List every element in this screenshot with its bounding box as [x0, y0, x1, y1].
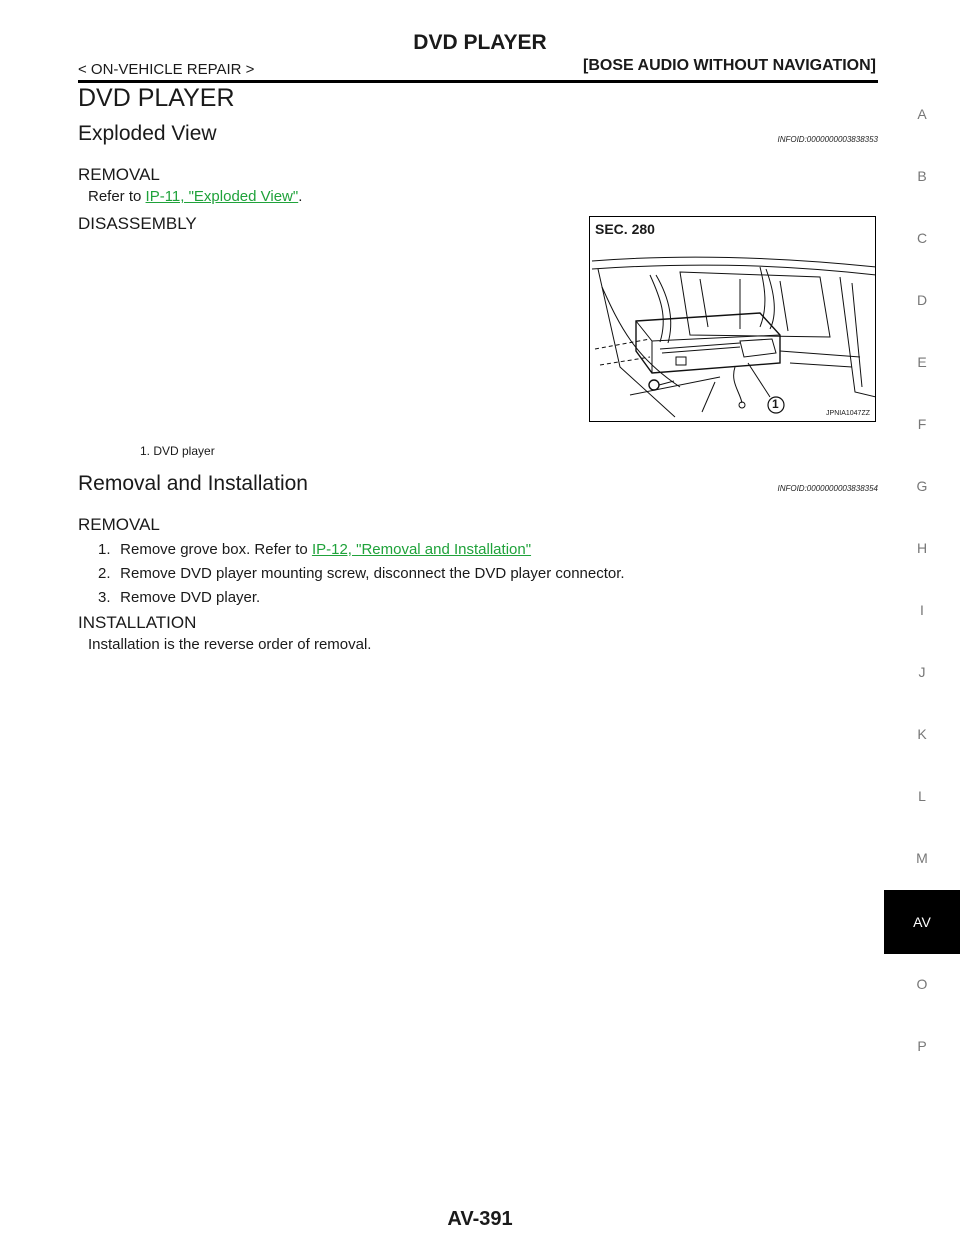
header-rule [78, 80, 878, 83]
tab-e[interactable]: E [917, 354, 927, 370]
dvd-player-illustration [590, 217, 876, 422]
step-number: 2. [98, 565, 111, 582]
installation-heading: INSTALLATION [78, 613, 197, 632]
step-text: Remove grove box. Refer to [120, 541, 312, 558]
dvd-player-figure [589, 216, 876, 422]
removal-reference [88, 188, 302, 205]
removal-installation-heading: Removal and Installation [78, 472, 308, 495]
removal-installation-removal-heading: REMOVAL [78, 515, 160, 534]
removal-heading: REMOVAL [78, 165, 160, 184]
tab-o[interactable]: O [916, 976, 928, 992]
tab-g[interactable]: G [916, 478, 928, 494]
figure-id: JPNIA1047ZZ [826, 410, 870, 417]
step-number: 1. [98, 541, 111, 558]
tab-i[interactable]: I [920, 602, 924, 618]
removal-step-2 [98, 565, 625, 582]
figure-section-label: SEC. 280 [595, 221, 655, 237]
tab-l[interactable]: L [918, 788, 926, 804]
page-title: DVD PLAYER [78, 84, 235, 112]
ip-11-exploded-view-link[interactable]: IP-11, "Exploded View" [145, 188, 299, 205]
tab-c[interactable]: C [916, 230, 928, 246]
tab-av-active[interactable]: AV [884, 890, 960, 954]
tab-a[interactable]: A [917, 106, 927, 122]
tab-f[interactable]: F [917, 416, 927, 432]
header-section-title: DVD PLAYER [413, 31, 547, 54]
header-category: < ON-VEHICLE REPAIR > [78, 61, 255, 78]
tab-h[interactable]: H [916, 540, 928, 556]
reference-prefix: Refer to [88, 188, 146, 205]
reference-suffix: . [298, 188, 303, 205]
tab-j[interactable]: J [918, 664, 926, 680]
tab-p[interactable]: P [917, 1038, 927, 1054]
exploded-view-infoid: INFOID:0000000003838353 [777, 135, 878, 144]
ip-12-removal-installation-link[interactable]: IP-12, "Removal and Installation" [311, 541, 532, 558]
removal-step-1 [98, 541, 531, 558]
tab-k[interactable]: K [917, 726, 927, 742]
removal-step-3 [98, 589, 260, 606]
tab-m[interactable]: M [916, 850, 928, 866]
tab-d[interactable]: D [916, 292, 928, 308]
step-number: 3. [98, 589, 111, 606]
step-text: Remove DVD player mounting screw, disconnect the DVD player connector. [120, 565, 625, 582]
tab-b[interactable]: B [917, 168, 927, 184]
header-system: [BOSE AUDIO WITHOUT NAVIGATION] [582, 57, 876, 74]
installation-text: Installation is the reverse order of removal. [88, 636, 372, 653]
removal-installation-infoid: INFOID:0000000003838354 [777, 484, 878, 493]
disassembly-heading: DISASSEMBLY [78, 214, 197, 233]
figure-caption: 1. DVD player [140, 444, 215, 458]
exploded-view-heading: Exploded View [78, 122, 217, 145]
page-number: AV-391 [447, 1208, 513, 1230]
figure-callout-number: 1 [772, 397, 779, 411]
step-text: Remove DVD player. [120, 589, 261, 606]
